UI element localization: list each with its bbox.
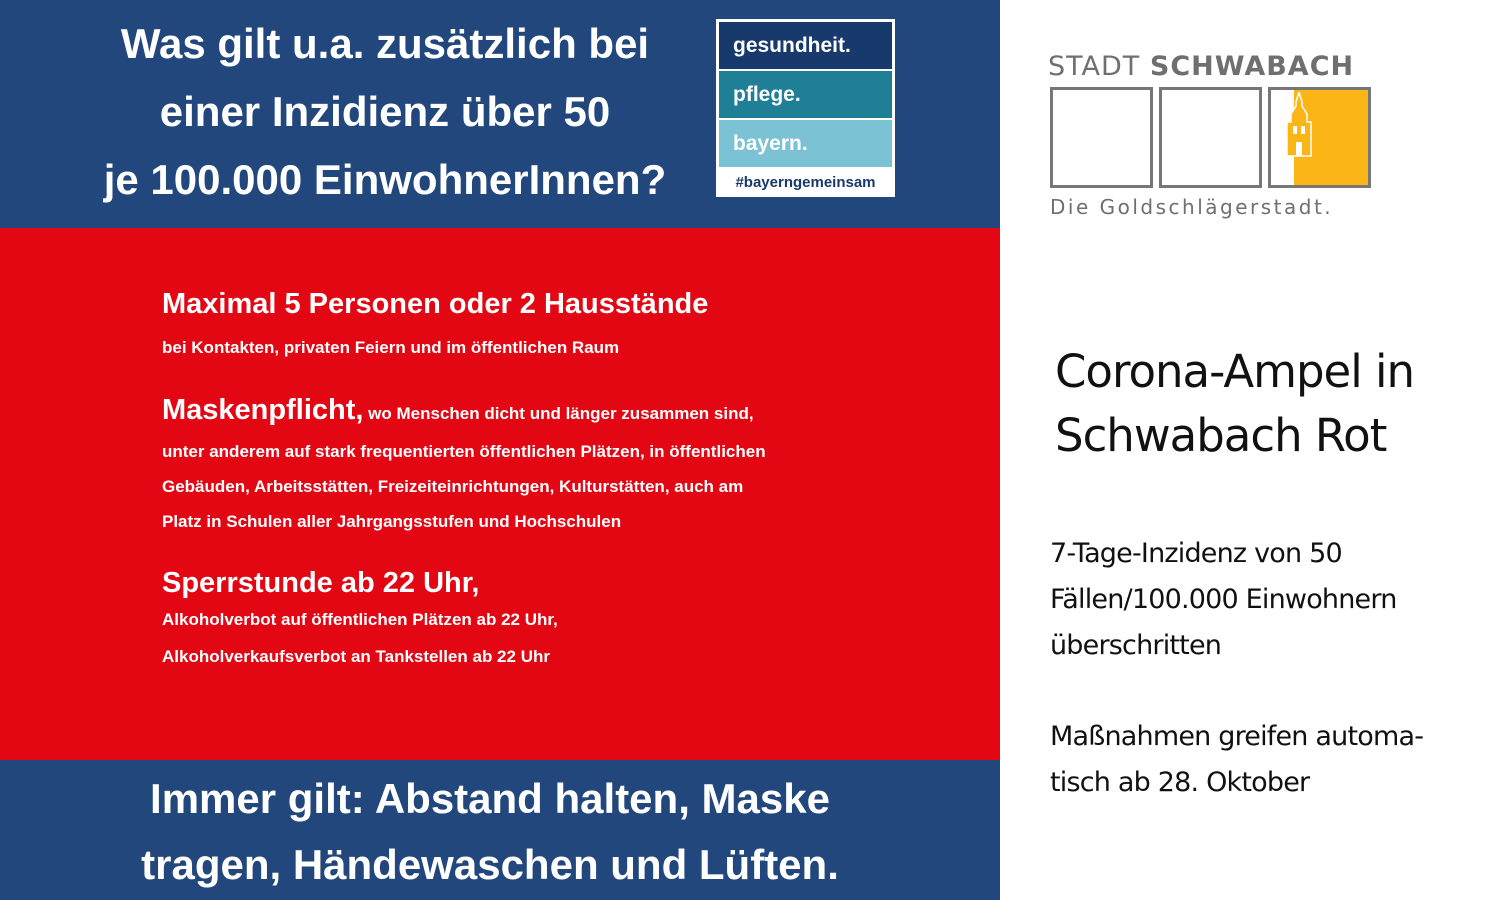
- logo-square: [1050, 87, 1153, 188]
- rule-masks-text: Platz in Schulen aller Jahrgangsstufen und Hochschulen: [162, 512, 622, 531]
- footer-band: [0, 760, 1000, 900]
- rule-masks-text: unter anderem auf stark frequentierten öffentlichen Plätzen, in öffentlichen: [162, 442, 766, 461]
- logo-name-bold: SCHWABACH: [1149, 51, 1355, 82]
- gesundheit-pflege-bayern-badge: [716, 19, 895, 197]
- sidebar-title-line: Schwabach Rot: [1055, 409, 1387, 462]
- sidebar-text-line: Fällen/100.000 Einwohnern: [1050, 584, 1397, 615]
- rule-masks-text: wo Menschen dicht und länger zusammen sind,: [368, 404, 754, 423]
- rule-masks-text: Gebäuden, Arbeitsstätten, Freizeiteinrichtungen, Kulturstätten, auch am: [162, 477, 744, 496]
- logo-name-light: STADT: [1048, 51, 1141, 82]
- rule-curfew-heading: Sperrstunde ab 22 Uhr,: [162, 567, 480, 599]
- badge-row-bayern: bayern.: [719, 120, 892, 167]
- logo-square-gold: [1268, 87, 1371, 188]
- rule-masks-first-line: [162, 390, 862, 434]
- logo-square: [1159, 87, 1262, 188]
- footer-text: [0, 766, 980, 898]
- stadt-schwabach-logo: [1048, 50, 1378, 225]
- badge-row-pflege: pflege.: [719, 71, 892, 118]
- footer-line: Immer gilt: Abstand halten, Maske: [150, 775, 830, 822]
- rule-curfew: [162, 565, 862, 675]
- rule-contacts: [162, 286, 862, 365]
- sidebar-text-line: 7-Tage-Inzidenz von 50: [1050, 538, 1342, 569]
- rule-curfew-text: Alkoholverbot auf öffentlichen Plätzen ab 22 Uhr,: [162, 610, 558, 629]
- rule-contacts-text: bei Kontakten, privaten Feiern und im öffentlichen Raum: [162, 338, 620, 357]
- rules-band: [0, 228, 1000, 760]
- header-title-line: einer Inzidienz über 50: [159, 88, 611, 135]
- header-title-line: Was gilt u.a. zusätzlich bei: [120, 20, 650, 67]
- church-tower-icon: [1279, 92, 1319, 162]
- sidebar-paragraph-measures: [1050, 714, 1490, 806]
- badge-hashtag: #bayerngemeinsam: [735, 174, 876, 191]
- header-title-line: je 100.000 EinwohnerInnen?: [103, 156, 667, 203]
- badge-row-gesundheit: gesundheit.: [719, 22, 892, 69]
- rule-masks: [162, 390, 862, 539]
- sidebar-paragraph-incidence: [1050, 531, 1490, 669]
- rule-curfew-text: Alkoholverkaufsverbot an Tankstellen ab 22 Uhr: [162, 647, 550, 666]
- logo-tagline: Die Goldschlägerstadt.: [1050, 195, 1334, 219]
- sidebar-text-line: tisch ab 28. Oktober: [1050, 767, 1310, 798]
- rule-masks-heading: Maskenpflicht,: [162, 394, 364, 426]
- header-title: [40, 10, 730, 214]
- rule-contacts-heading: Maximal 5 Personen oder 2 Hausstände: [162, 288, 709, 320]
- logo-city-name: [1048, 50, 1354, 84]
- sidebar-title: [1055, 340, 1495, 468]
- sidebar-text-line: überschritten: [1050, 630, 1222, 661]
- footer-line: tragen, Händewaschen und Lüften.: [141, 841, 839, 888]
- sidebar-text-line: Maßnahmen greifen automa-: [1050, 721, 1424, 752]
- rules-list: [162, 286, 862, 675]
- header-band: [0, 0, 1000, 228]
- sidebar-title-line: Corona-Ampel in: [1055, 345, 1415, 398]
